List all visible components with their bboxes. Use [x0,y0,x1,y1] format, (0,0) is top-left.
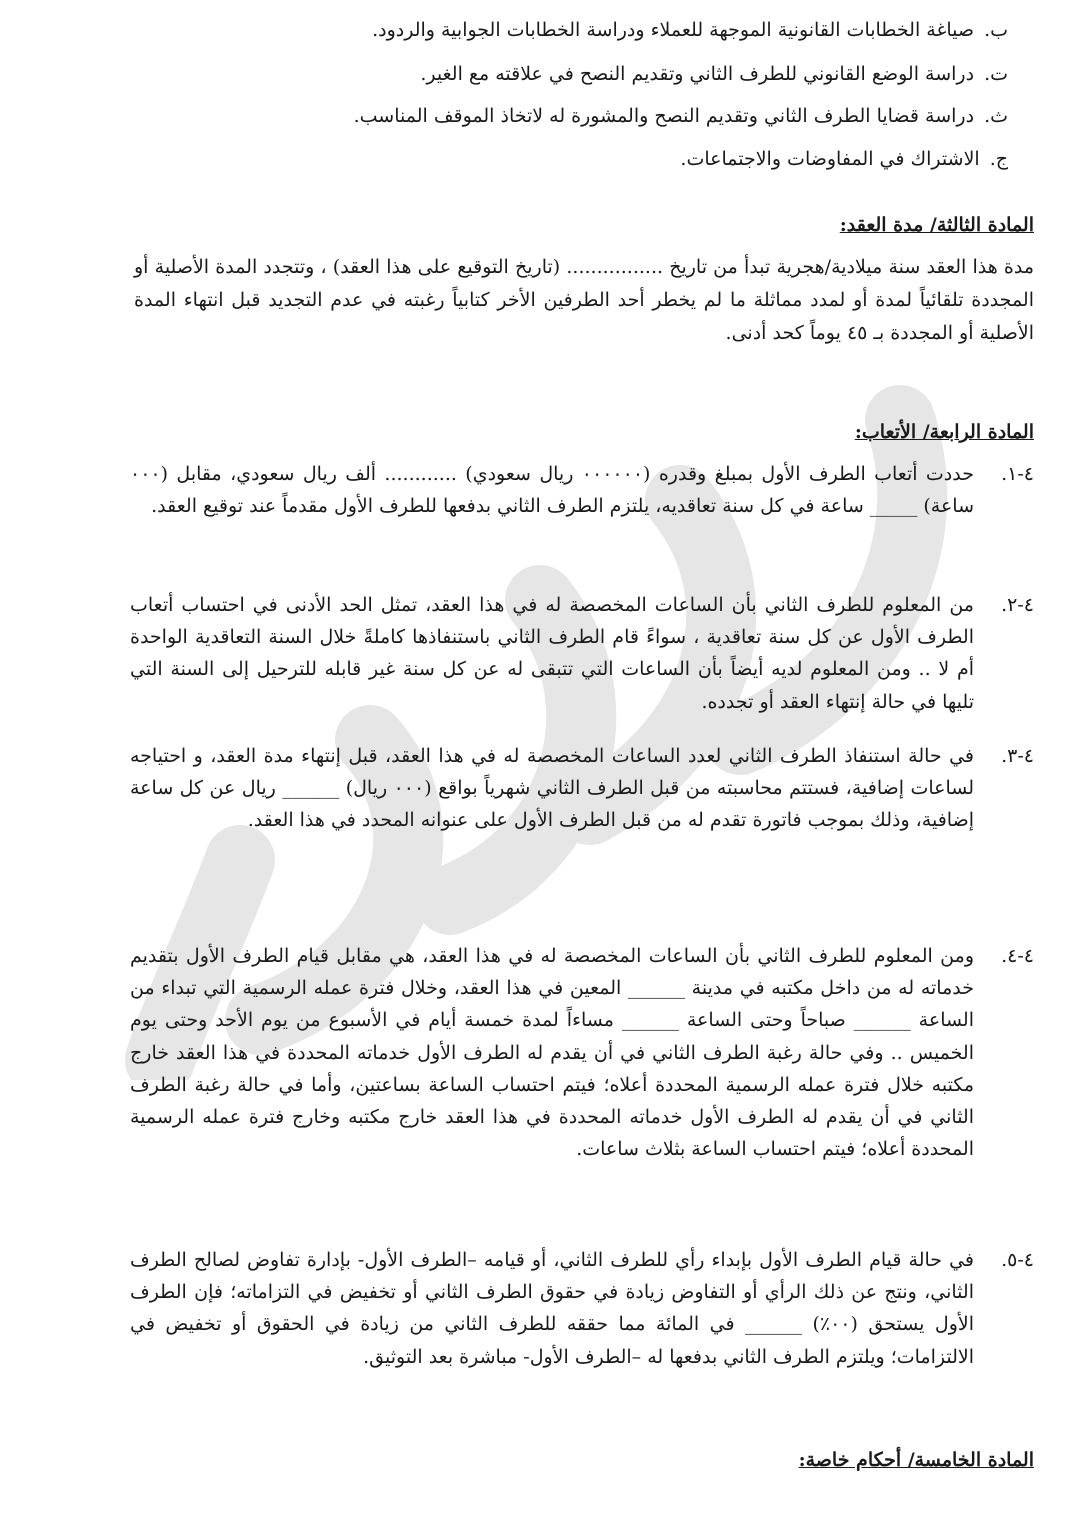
list-item [288,147,1008,171]
clause-4-1 [130,458,1034,522]
clause-4-4 [130,940,1034,1165]
article5-heading: المادة الخامسة/ أحكام خاصة: [798,1449,1034,1471]
clause-text: في حالة استنفاذ الطرف الثاني لعدد الساعات المخصصة له في هذا العقد، قبل إنتهاء مدة العقد، و احتياجه لساعات إضافية، فستتم محاسبته من قبل الطرف الثاني شهرياً بواقع (٠٠٠ ريال) ______ ريال عن كل ساعة إضافية، وذلك بموجب فاتورة تقدم له من قبل الطرف الأول على عنوانه المحدد في هذا العقد. [130,745,974,832]
list-item [288,104,1008,128]
clause-4-3 [130,740,1034,837]
clause-number: ٤-٤. [1001,945,1034,967]
clause-text: من المعلوم للطرف الثاني بأن الساعات المخصصة له في هذا العقد، تمثل الحد الأدنى في احتساب أتعاب الطرف الأول عن كل سنة تعاقدية ، سواءً قام الطرف الثاني باستنفاذها كاملةً خلال السنة التعاقدية الواحدة أم لا .. ومن المعلوم لديه أيضاً بأن الساعات التي تتبقى له عن كل سنة غير قابله للترحيل إلى السنة التي تليها في حالة إنتهاء العقد أو تجدده. [130,594,974,713]
list-marker: ب. [984,19,1008,41]
list-item-text: دراسة الوضع القانوني للطرف الثاني وتقديم النصح في علاقته مع الغير. [420,63,975,85]
list-item-text: الاشتراك في المفاوضات والاجتماعات. [680,148,980,170]
list-item-text: صياغة الخطابات القانونية الموجهة للعملاء ودراسة الخطابات الجوابية والردود. [372,19,975,41]
clause-number: ٤-٣. [1001,745,1034,767]
clause-number: ٤-١. [1001,463,1034,485]
clause-text: حددت أتعاب الطرف الأول بمبلغ وقدره (٠٠٠٠٠٠ ريال سعودي) ............ ألف ريال سعودي، مقابل (٠٠٠ ساعة) _____ ساعة في كل سنة تعاقديه، يلتزم الطرف الثاني بدفعها للطرف الأول مقدماً عند توقيع العقد. [130,463,974,518]
clause-4-5 [130,1244,1034,1373]
list-marker: ج. [989,148,1008,170]
clause-number: ٤-٢. [1001,594,1034,616]
clause-number: ٤-٥. [1001,1249,1034,1271]
clause-4-2 [130,589,1034,718]
list-marker: ت. [984,63,1008,85]
list-item-text: دراسة قضايا الطرف الثاني وتقديم النصح والمشورة له لاتخاذ الموقف المناسب. [353,105,975,127]
clause-text: ومن المعلوم للطرف الثاني بأن الساعات المخصصة له في هذا العقد، هي مقابل قيام الطرف الأول بتقديم خدماته له من داخل مكتبه في مدينة ______ المعين في هذا العقد، وخلال فترة عمله الرسمية التي تبداء من الساعة ______ صباحاً وحتى الساعة ______ مساءاً لمدة خمسة أيام في الأسبوع من يوم الأحد وحتى يوم الخميس .. وفي حالة رغبة الطرف الثاني في أن يقدم له الطرف الأول خدماته المحددة في هذا العقد خارج مكتبه خلال فترة عمله الرسمية المحددة أعلاه؛ فيتم احتساب الساعة بساعتين، وأما في حالة رغبة الطرف الثاني في أن يقدم له الطرف الأول خدماته المحددة في هذا العقد خارج مكتبه وخارج فترة عمله الرسمية المحددة أعلاه؛ فيتم احتساب الساعة بثلاث ساعات. [130,945,974,1161]
list-item [288,18,1008,42]
article3-paragraph: مدة هذا العقد سنة ميلادية/هجرية تبدأ من تاريخ ................ (تاريخ التوقيع على هذا العقد) ، وتتجدد المدة الأصلية أو المجددة تلقائياً لمدة أو لمدد مماثلة ما لم يخطر أحد الطرفين الأخر كتابياً رغبته في عدم التجديد قبل انتهاء المدة الأصلية أو المجددة بـ ٤٥ يوماً كحد أدنى. [134,256,1034,344]
clause-text: في حالة قيام الطرف الأول بإبداء رأي للطرف الثاني، أو قيامه –الطرف الأول- بإدارة تفاوض لصالح الطرف الثاني، ونتج عن ذلك الرأي أو التفاوض زيادة في حقوق الطرف الثاني أو تخفيض في التزاماته؛ فإن الطرف الأول يستحق (٠٠٪) ______ في المائة مما حققه للطرف الثاني من زيادة في الحقوق أو تخفيض في الالتزامات؛ ويلتزم الطرف الثاني بدفعها له –الطرف الأول- مباشرة بعد التوثيق. [130,1249,974,1368]
article4-heading: المادة الرابعة/ الأتعاب: [854,421,1034,443]
list-item [288,62,1008,86]
article3-heading: المادة الثالثة/ مدة العقد: [839,214,1034,236]
list-marker: ث. [984,105,1008,127]
